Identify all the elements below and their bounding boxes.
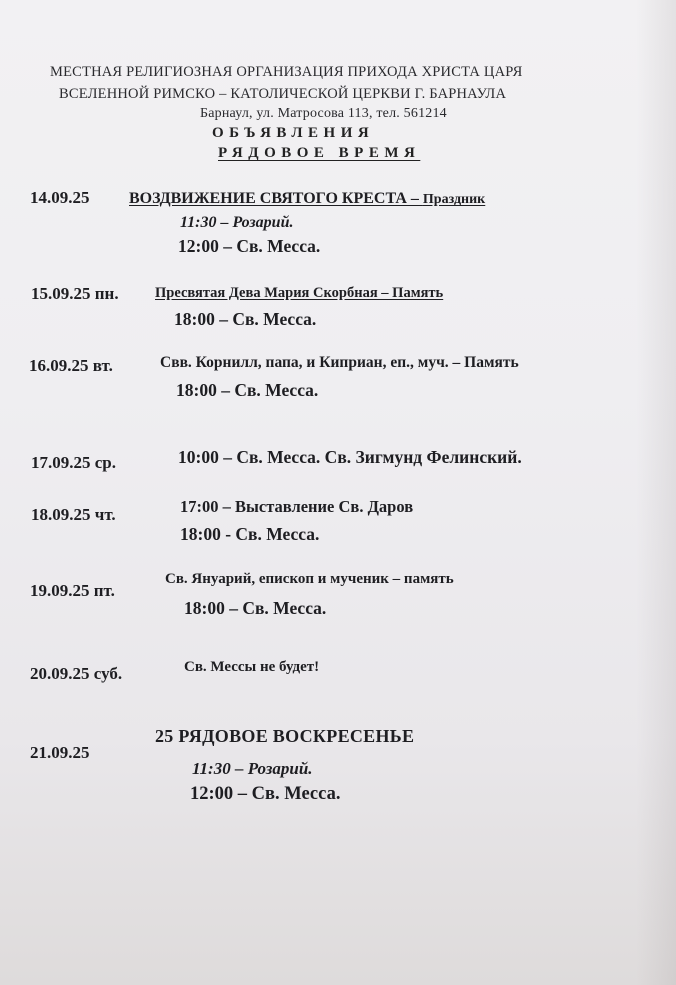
entry-title-main: ВОЗДВИЖЕНИЕ СВЯТОГО КРЕСТА – <box>129 190 423 207</box>
entry-event: Св. Мессы не будет! <box>184 659 320 675</box>
period-heading: РЯДОВОЕ ВРЕМЯ <box>218 145 421 161</box>
entry-event: 11:30 – Розарий. <box>192 759 313 778</box>
org-address: Барнаул, ул. Матросова 113, тел. 561214 <box>200 106 447 121</box>
entry-date: 14.09.25 <box>30 188 90 207</box>
entry-event: 12:00 – Св. Месса. <box>178 236 321 256</box>
entry-title-suffix: Праздник <box>422 192 486 207</box>
entry-event: 18:00 - Св. Месса. <box>180 524 320 544</box>
announcements-heading: ОБЪЯВЛЕНИЯ <box>212 125 375 141</box>
entry-date: 18.09.25 чт. <box>31 505 116 524</box>
org-name-line-2: ВСЕЛЕННОЙ РИМСКО – КАТОЛИЧЕСКОЙ ЦЕРКВИ Г. БАРНАУЛА <box>59 86 507 102</box>
entry-event: 10:00 – Св. Месса. Св. Зигмунд Фелинский. <box>178 447 522 467</box>
entry-date: 20.09.25 суб. <box>30 664 123 683</box>
entry-event: 11:30 – Розарий. <box>180 214 294 231</box>
entry-date: 15.09.25 пн. <box>31 284 119 303</box>
entry-date: 16.09.25 вт. <box>29 356 113 375</box>
entry-title: Свв. Корнилл, папа, и Киприан, еп., муч. – Память <box>160 354 519 371</box>
paper-shadow <box>636 0 676 985</box>
entry-event: 18:00 – Св. Месса. <box>176 380 319 400</box>
entry-date: 17.09.25 ср. <box>31 453 116 472</box>
entry-event: 18:00 – Св. Месса. <box>184 598 327 618</box>
entry-event: 18:00 – Св. Месса. <box>174 309 317 329</box>
entry-event: 12:00 – Св. Месса. <box>190 784 341 804</box>
org-name-line-1: МЕСТНАЯ РЕЛИГИОЗНАЯ ОРГАНИЗАЦИЯ ПРИХОДА ХРИСТА ЦАРЯ <box>50 64 523 80</box>
entry-title: Пресвятая Дева Мария Скорбная – Память <box>155 285 444 301</box>
entry-title <box>129 190 485 208</box>
entry-title: 25 РЯДОВОЕ ВОСКРЕСЕНЬЕ <box>155 726 415 746</box>
entry-title: Св. Януарий, епископ и мученик – память <box>165 571 454 587</box>
entry-event: 17:00 – Выставление Св. Даров <box>180 497 414 516</box>
entry-date: 19.09.25 пт. <box>30 581 115 600</box>
entry-date: 21.09.25 <box>30 743 90 762</box>
